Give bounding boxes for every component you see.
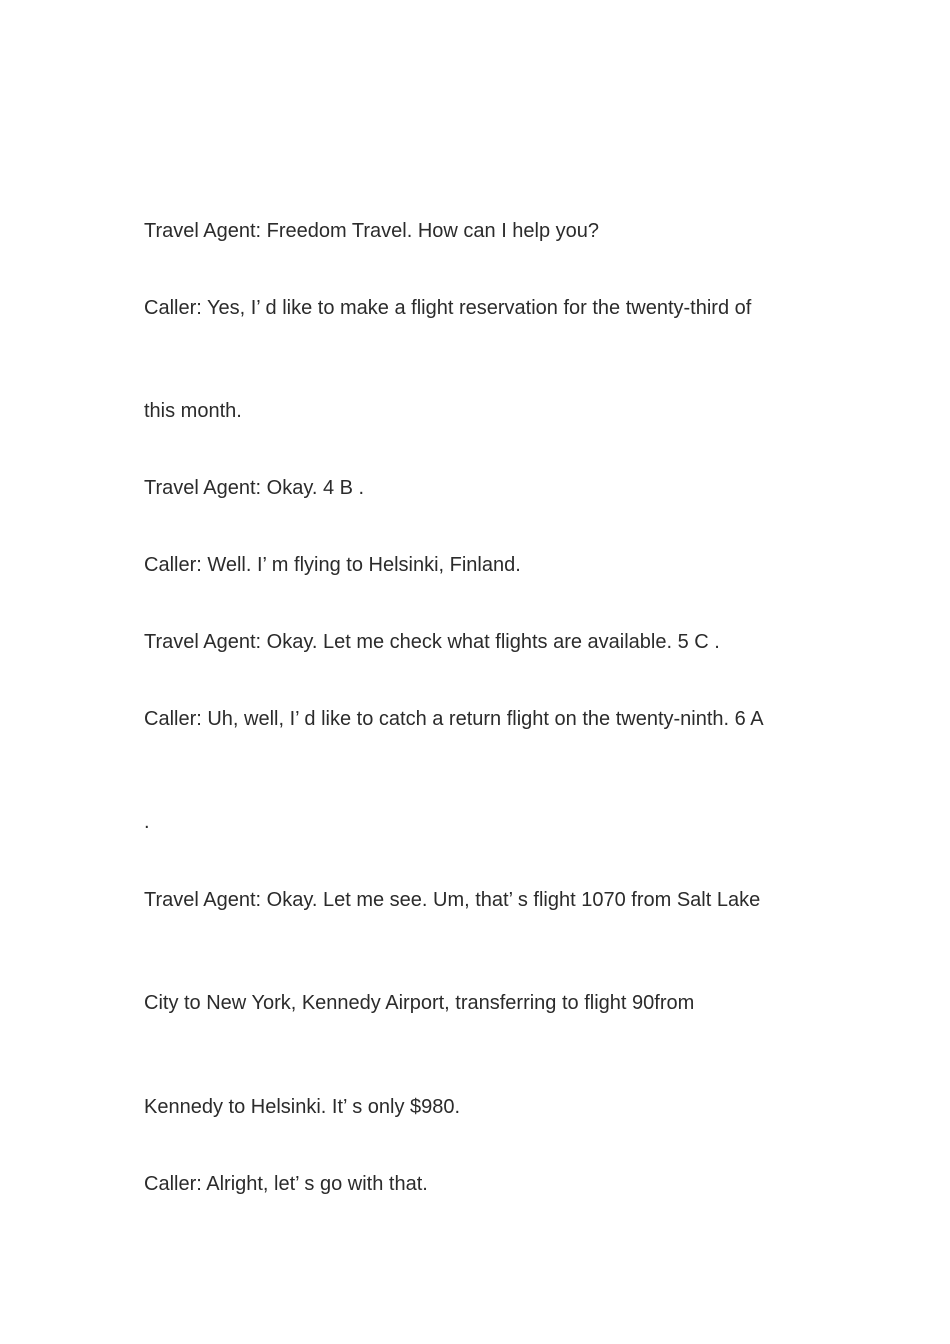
dialogue-line: Travel Agent: Okay. 4 B . — [144, 477, 365, 499]
dialogue-line: this month. — [144, 400, 242, 422]
dialogue-line: Travel Agent: Freedom Travel. How can I help you? — [144, 220, 600, 242]
dialogue-line: Caller: Uh, well, I’ d like to catch a return flight on the twenty-ninth. 6 A — [144, 708, 764, 730]
dialogue-line: Caller: Well. I’ m flying to Helsinki, Finland. — [144, 554, 521, 576]
dialogue-line: Kennedy to Helsinki. It’ s only $980. — [144, 1096, 461, 1118]
dialogue-line: Travel Agent: Okay. Let me see. Um, that’ s flight 1070 from Salt Lake — [144, 889, 761, 911]
dialogue-line: Travel Agent: Okay. Let me check what flights are available. 5 C . — [144, 631, 720, 653]
dialogue-line: Caller: Yes, I’ d like to make a flight reservation for the twenty-third of — [144, 297, 752, 319]
dialogue-line: Caller: Alright, let’ s go with that. — [144, 1173, 428, 1195]
dialogue-line: . — [144, 811, 150, 833]
dialogue-line: City to New York, Kennedy Airport, transferring to flight 90from — [144, 992, 695, 1014]
